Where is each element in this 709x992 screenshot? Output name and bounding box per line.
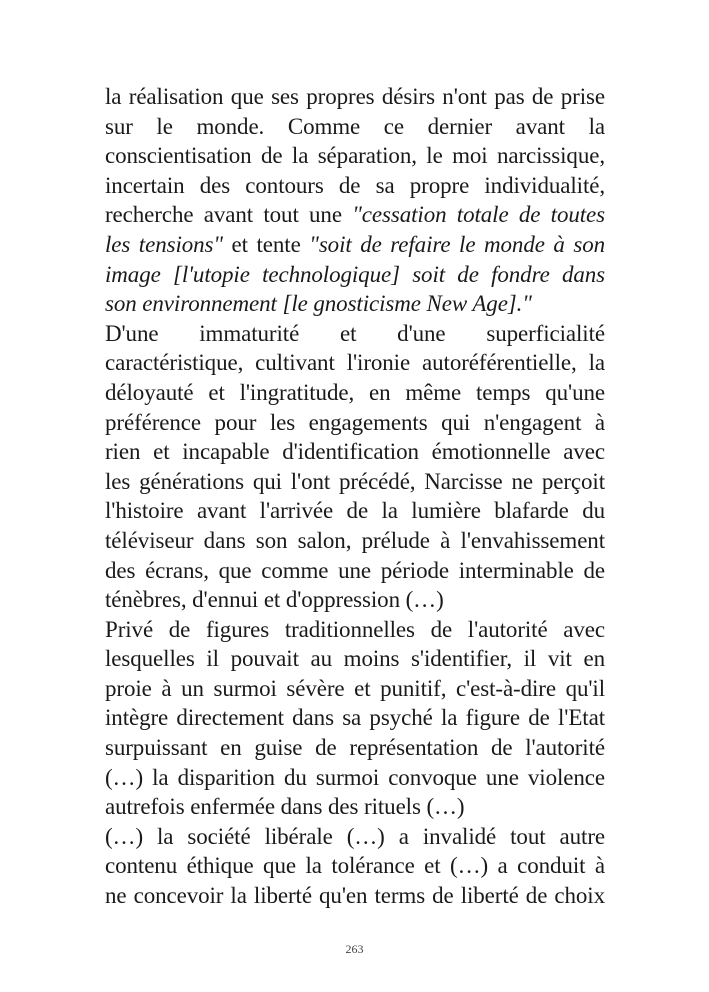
text-segment: (…) la société libérale (…) a invalidé tout autre	[105, 823, 605, 849]
text-line	[105, 615, 605, 645]
italic-quote: son environnement [le gnosticisme New Age]."	[105, 291, 532, 317]
italic-quote: image [l'utopie technologique] soit de fondre dans	[105, 261, 605, 287]
text-segment: contenu éthique que la tolérance et (…) a conduit à	[105, 853, 605, 879]
text-line	[105, 496, 605, 526]
text-line	[105, 674, 605, 704]
page-number: 263	[345, 942, 364, 956]
italic-quote: les tensions"	[105, 231, 223, 257]
text-segment: ténèbres, d'ennui et d'oppression (…)	[105, 587, 444, 613]
text-segment: la réalisation que ses propres désirs n'ont pas de prise	[105, 84, 605, 109]
text-segment: et tente	[222, 231, 310, 257]
text-segment: l'histoire avant l'arrivée de la lumière blafarde du	[105, 498, 605, 524]
paragraph	[105, 82, 605, 319]
text-segment: caractéristique, cultivant l'ironie autoréférentielle, la	[105, 350, 605, 376]
text-line	[105, 851, 605, 881]
text-segment: intègre directement dans sa psyché la figure de l'Etat	[105, 705, 605, 731]
text-segment: sur le monde. Comme ce dernier avant la	[105, 113, 605, 139]
text-line	[105, 644, 605, 674]
text-line	[105, 408, 605, 438]
text-line	[105, 822, 605, 852]
text-segment: ne concevoir la liberté qu'en terms de liberté de choix	[105, 883, 605, 909]
text-line	[105, 112, 605, 142]
text-segment: préférence pour les engagements qui n'engagent à	[105, 409, 605, 435]
text-line	[105, 319, 605, 349]
text-segment: recherche avant tout une	[105, 202, 353, 228]
text-line	[105, 200, 605, 230]
text-segment: D'une immaturité et d'une superficialité	[105, 320, 605, 346]
text-segment: Privé de figures traditionnelles de l'autorité avec	[105, 616, 605, 642]
text-segment: conscientisation de la séparation, le moi narcissique,	[105, 143, 605, 169]
text-segment: déloyauté et l'ingratitude, en même temps qu'une	[105, 379, 605, 405]
text-line	[105, 171, 605, 201]
text-segment: les générations qui l'ont précédé, Narcisse ne perçoit	[105, 468, 605, 494]
text-line	[105, 763, 605, 793]
text-line	[105, 733, 605, 763]
text-line	[105, 526, 605, 556]
text-segment: lesquelles il pouvait au moins s'identifier, il vit en	[105, 646, 605, 672]
text-line	[105, 82, 605, 112]
text-segment: rien et incapable d'identification émotionnelle avec	[105, 439, 605, 465]
text-line	[105, 141, 605, 171]
text-line	[105, 348, 605, 378]
text-line	[105, 585, 605, 615]
text-segment: (…) la disparition du surmoi convoque une violence	[105, 764, 605, 790]
paragraph	[105, 615, 605, 822]
italic-quote: "cessation totale de toutes	[352, 202, 605, 228]
text-line	[105, 230, 605, 260]
text-segment: autrefois enfermée dans des rituels (…)	[105, 794, 465, 820]
paragraph	[105, 822, 605, 911]
text-line	[105, 260, 605, 290]
text-segment: téléviseur dans son salon, prélude à l'envahissement	[105, 527, 605, 553]
text-segment: incertain des contours de sa propre individualité,	[105, 172, 605, 198]
text-line	[105, 792, 605, 822]
text-line	[105, 378, 605, 408]
text-line	[105, 881, 605, 911]
text-line	[105, 289, 605, 319]
text-line	[105, 467, 605, 497]
paragraph	[105, 319, 605, 615]
italic-quote: "soit de refaire le monde à son	[309, 231, 605, 257]
text-line	[105, 703, 605, 733]
text-line	[105, 437, 605, 467]
text-segment: des écrans, que comme une période interminable de	[105, 557, 605, 583]
document-body	[105, 82, 605, 911]
text-line	[105, 556, 605, 586]
text-segment: proie à un surmoi sévère et punitif, c'est-à-dire qu'il	[105, 675, 605, 701]
text-segment: surpuissant en guise de représentation de l'autorité	[105, 735, 605, 761]
